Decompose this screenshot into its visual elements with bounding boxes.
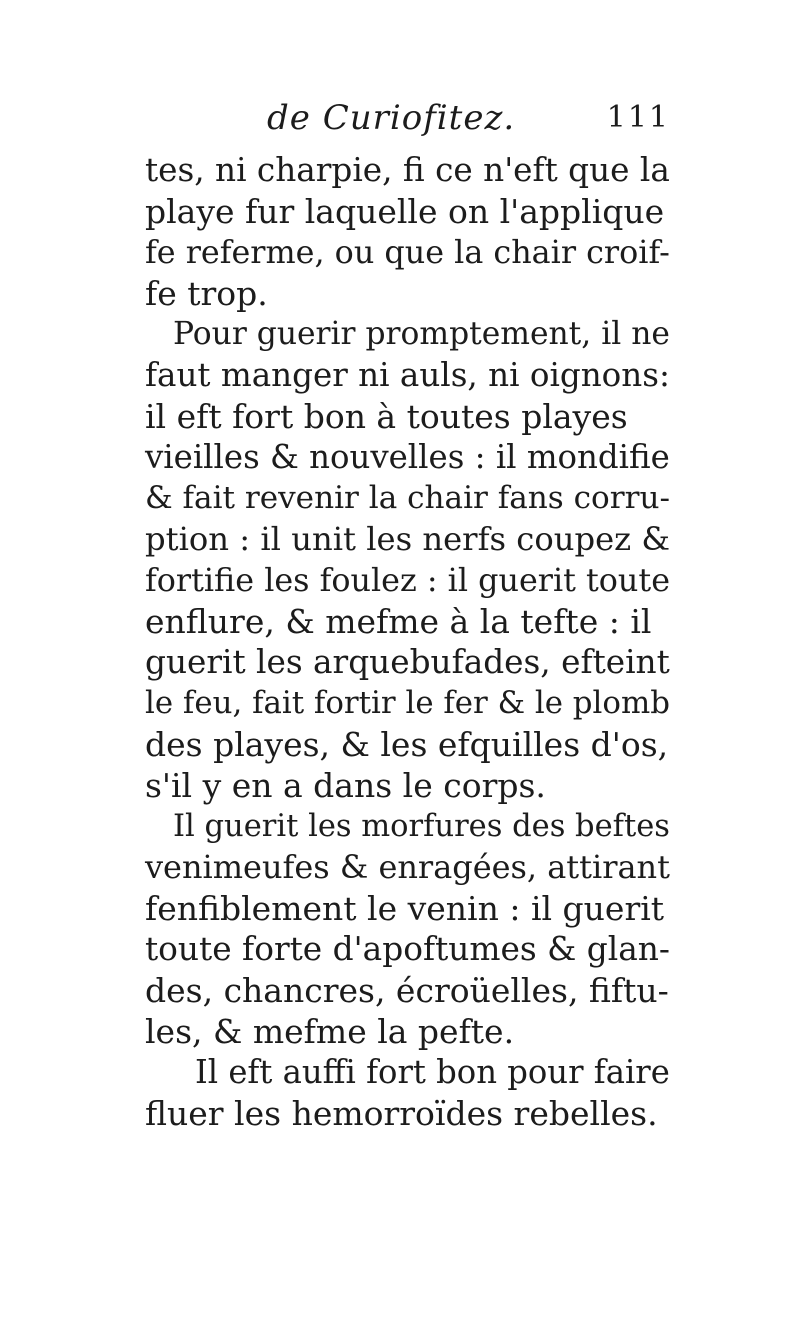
text-line: guerit les arquebufades, efteint: [145, 643, 670, 681]
text-line: fenfiblement le venin : il guerit: [145, 889, 665, 928]
text-line: fortifie les foulez : il guerit toute: [145, 562, 671, 599]
text-line: fe referme, ou que la chair croif-: [145, 233, 670, 271]
text-line: tes, ni charpie, fi ce n'eft que la: [145, 151, 670, 189]
text-line: des, chancres, écroüelles, fiftu-: [145, 971, 669, 1010]
text-line: venimeufes & enragées, attirant: [145, 848, 670, 886]
text-line: fe trop.: [145, 274, 268, 313]
body-text: [145, 150, 670, 1134]
text-line: toute forte d'apoftumes & glan-: [145, 930, 671, 968]
running-title: de Curiofitez.: [267, 98, 516, 138]
text-line: vieilles & nouvelles : il mondifie: [145, 438, 670, 476]
paragraph-first-line: Il eft auffi fort bon pour faire: [195, 1053, 670, 1091]
text-line: enflure, & mefme à la tefte : il: [145, 602, 652, 641]
text-line: fluer les hemorroïdes rebelles.: [145, 1094, 658, 1133]
text-line: les, & mefme la pefte.: [145, 1012, 515, 1051]
text-line: & fait revenir la chair fans corru-: [145, 480, 670, 516]
paragraph-first-line: Il guerit les morfures des beftes: [173, 809, 670, 844]
page-number: 111: [606, 100, 670, 135]
text-line: des playes, & les efquilles d'os,: [145, 725, 669, 764]
running-head: [145, 98, 670, 148]
paragraph-first-line: Pour guerir promptement, il ne: [173, 316, 670, 352]
text-line: playe fur laquelle on l'applique: [145, 192, 665, 231]
text-line: ption : il unit les nerfs coupez &: [145, 520, 671, 558]
text-line: faut manger ni auls, ni oignons:: [145, 356, 670, 394]
text-line: s'il y en a dans le corps.: [145, 766, 546, 805]
text-line: il eft fort bon à toutes playes: [145, 397, 628, 436]
text-line: le feu, fait fortir le fer & le plomb: [145, 685, 670, 721]
